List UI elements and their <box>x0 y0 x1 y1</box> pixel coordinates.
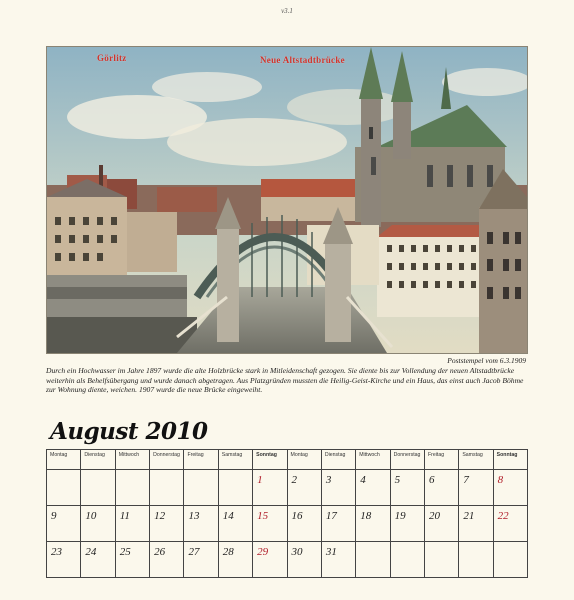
weekday-label: Montag <box>47 450 81 470</box>
day-cell <box>184 470 218 506</box>
day-cell: 3 <box>321 470 355 506</box>
day-cell: 6 <box>424 470 458 506</box>
version-label: v3.1 <box>281 7 293 15</box>
postcard-city-label: Görlitz <box>97 53 127 63</box>
day-cell <box>493 542 527 578</box>
weekday-label: Sonntag <box>253 450 287 470</box>
day-cell: 10 <box>81 506 115 542</box>
weekday-label: Mittwoch <box>356 450 390 470</box>
weekday-label: Dienstag <box>321 450 355 470</box>
weekday-label: Mittwoch <box>115 450 149 470</box>
month-title: August 2010 <box>50 418 208 445</box>
day-cell <box>390 542 424 578</box>
weekday-header-row <box>47 450 528 470</box>
weekday-label: Dienstag <box>81 450 115 470</box>
day-cell: 13 <box>184 506 218 542</box>
day-cell: 20 <box>424 506 458 542</box>
postmark-caption: Poststempel vom 6.3.1909 <box>447 356 526 365</box>
day-cell <box>47 470 81 506</box>
day-cell: 12 <box>150 506 184 542</box>
weekday-label: Donnerstag <box>150 450 184 470</box>
day-cell <box>218 470 252 506</box>
day-cell: 17 <box>321 506 355 542</box>
weekday-label: Montag <box>287 450 321 470</box>
weekday-label: Samstag <box>459 450 493 470</box>
day-cell: 15 <box>253 506 287 542</box>
day-cell <box>81 470 115 506</box>
week-row <box>47 506 528 542</box>
day-cell <box>150 470 184 506</box>
weekday-label: Freitag <box>424 450 458 470</box>
calendar-grid <box>46 449 528 578</box>
postcard-photo <box>46 46 528 354</box>
weekday-label: Freitag <box>184 450 218 470</box>
day-cell: 19 <box>390 506 424 542</box>
day-cell: 24 <box>81 542 115 578</box>
day-cell <box>459 542 493 578</box>
weekday-label: Samstag <box>218 450 252 470</box>
day-cell: 1 <box>253 470 287 506</box>
day-cell: 21 <box>459 506 493 542</box>
postcard-title-label: Neue Altstadtbrücke <box>260 55 345 65</box>
day-cell: 18 <box>356 506 390 542</box>
day-cell: 26 <box>150 542 184 578</box>
day-cell <box>356 542 390 578</box>
day-cell: 8 <box>493 470 527 506</box>
day-cell: 14 <box>218 506 252 542</box>
day-cell <box>424 542 458 578</box>
day-cell: 28 <box>218 542 252 578</box>
week-row <box>47 470 528 506</box>
day-cell: 7 <box>459 470 493 506</box>
week-row <box>47 542 528 578</box>
day-cell: 5 <box>390 470 424 506</box>
day-cell: 22 <box>493 506 527 542</box>
day-cell: 11 <box>115 506 149 542</box>
day-cell: 29 <box>253 542 287 578</box>
weekday-label: Donnerstag <box>390 450 424 470</box>
day-cell: 25 <box>115 542 149 578</box>
day-cell: 9 <box>47 506 81 542</box>
weekday-label: Sonntag <box>493 450 527 470</box>
day-cell: 27 <box>184 542 218 578</box>
day-cell: 30 <box>287 542 321 578</box>
day-cell <box>115 470 149 506</box>
day-cell: 16 <box>287 506 321 542</box>
day-cell: 23 <box>47 542 81 578</box>
day-cell: 31 <box>321 542 355 578</box>
description-text: Durch ein Hochwasser im Jahre 1897 wurde die alte Holzbrücke stark in Mitleidenschaft gezogen. Sie diente bis zur Vollendung der neuen Altstadtbrücke weiterhin als Behelfsübergang und wurde danach abgetragen. Aus Platzgründen mussten die Heilig-Geist-Kirche und ein Haus, das einst auch Jacob Böhme zur Wohnung diente, weichen. 1907 wurde die neue Brücke eingeweiht. <box>46 366 524 395</box>
day-cell: 2 <box>287 470 321 506</box>
day-cell: 4 <box>356 470 390 506</box>
